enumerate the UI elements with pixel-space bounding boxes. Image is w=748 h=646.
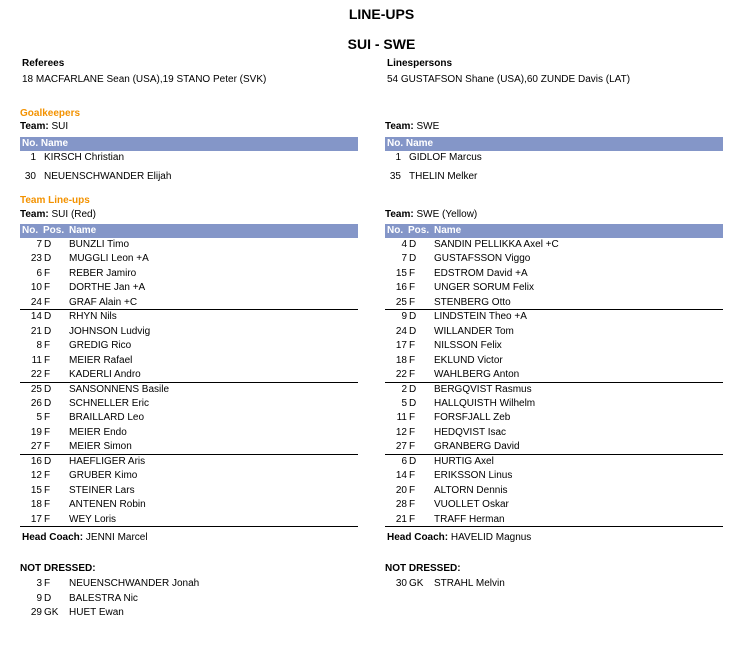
not-dressed-row (385, 577, 723, 591)
player-position: GK (44, 607, 59, 618)
player-name: SCHNELLER Eric (69, 397, 150, 409)
player-row (20, 426, 358, 440)
header-pos: Pos. (43, 225, 65, 236)
header-no: No. (387, 225, 404, 236)
player-name: TRAFF Herman (434, 513, 505, 525)
player-number: 27 (395, 441, 407, 453)
team-name: SUI (51, 121, 69, 132)
player-name: RHYN Nils (69, 311, 117, 323)
player-number: 30 (395, 578, 407, 589)
player-name: GRANBERG David (434, 441, 520, 453)
player-number: 17 (395, 340, 407, 352)
player-name: BUNZLI Timo (69, 239, 130, 250)
gk-team-right (385, 121, 439, 132)
not-dressed-row (20, 606, 358, 620)
player-name: BRAILLARD Leo (69, 412, 145, 424)
player-number: 24 (30, 296, 42, 308)
head-coach-right (387, 532, 531, 543)
player-row (385, 383, 723, 397)
player-number: 25 (395, 296, 407, 308)
team-name: SWE (416, 121, 440, 132)
player-number: 28 (395, 499, 407, 511)
player-row (20, 368, 358, 382)
gk-number: 1 (395, 152, 401, 163)
gk-number: 1 (30, 152, 36, 163)
linespersons-label: Linespersons (387, 58, 453, 69)
player-number: 18 (395, 354, 407, 366)
gk-team-left (20, 121, 68, 132)
head-coach-left (22, 532, 148, 543)
player-name: GRAF Alain +C (69, 296, 138, 308)
player-row (385, 368, 723, 382)
player-position: F (409, 426, 416, 438)
header-no: No. (22, 225, 39, 236)
player-name: HUET Ewan (69, 607, 124, 618)
player-name: MEIER Rafael (69, 354, 133, 366)
player-position: F (44, 441, 51, 453)
player-name: STRAHL Melvin (434, 578, 505, 589)
player-number: 23 (30, 253, 42, 265)
player-row (385, 267, 723, 281)
player-position: GK (409, 578, 424, 589)
player-name: ERIKSSON Linus (434, 470, 513, 482)
team-label: Team: (385, 209, 414, 220)
player-name: MUGGLI Leon +A (69, 253, 149, 265)
player-row (20, 484, 358, 498)
player-name: FORSFJALL Zeb (434, 412, 511, 424)
player-name: VUOLLET Oskar (434, 499, 509, 511)
player-position: D (409, 383, 417, 395)
player-position: F (409, 441, 416, 453)
player-number: 5 (36, 412, 42, 424)
player-position: F (44, 369, 51, 381)
player-row (20, 498, 358, 512)
player-number: 24 (395, 325, 407, 337)
player-name: ANTENEN Robin (69, 499, 146, 511)
player-position: F (44, 354, 51, 366)
player-position: F (409, 282, 416, 294)
team-name: SWE (Yellow) (416, 209, 478, 220)
player-row (20, 281, 358, 295)
player-position: F (44, 578, 51, 589)
player-name: GUSTAFSSON Viggo (434, 253, 531, 265)
player-number: 16 (30, 455, 42, 467)
player-name: GRUBER Kimo (69, 470, 138, 482)
referees-label: Referees (22, 58, 65, 69)
player-name: SANDIN PELLIKKA Axel +C (434, 239, 559, 250)
team-label: Team: (20, 121, 49, 132)
player-number: 22 (395, 369, 407, 381)
player-name: HEDQVIST Isac (434, 426, 507, 438)
player-row (20, 296, 358, 310)
player-number: 9 (401, 311, 407, 323)
team-label: Team: (20, 209, 49, 220)
not-dressed-row (20, 592, 358, 606)
player-row (385, 339, 723, 353)
player-name: DORTHE Jan +A (69, 282, 146, 294)
player-number: 25 (30, 383, 42, 395)
player-number: 20 (395, 484, 407, 496)
player-row (20, 440, 358, 454)
gk-header-right (385, 137, 723, 151)
lineup-team-right (385, 209, 477, 220)
player-number: 2 (401, 383, 407, 395)
goalkeepers-title: Goalkeepers (20, 108, 81, 119)
header-pos: Pos. (408, 225, 430, 236)
player-number: 9 (36, 592, 42, 604)
player-position: F (44, 267, 51, 279)
lineup-team-left (20, 209, 96, 220)
player-position: F (44, 412, 51, 424)
player-position: D (409, 253, 417, 265)
player-row (20, 310, 358, 324)
player-position: F (409, 296, 416, 308)
player-number: 21 (395, 513, 407, 525)
head-coach-label: Head Coach: (22, 532, 84, 543)
player-number: 6 (36, 267, 42, 279)
player-row (20, 325, 358, 339)
player-position: D (409, 239, 417, 250)
player-position: D (44, 592, 52, 604)
player-row (20, 455, 358, 469)
player-position: F (409, 513, 416, 525)
player-row (385, 513, 723, 527)
player-row (385, 440, 723, 454)
player-name: SANSONNENS Basile (69, 383, 170, 395)
gk-name: NEUENSCHWANDER Elijah (44, 171, 172, 182)
player-position: D (44, 455, 52, 467)
player-name: LINDSTEIN Theo +A (434, 311, 527, 323)
player-name: JOHNSON Ludvig (69, 325, 151, 337)
player-number: 8 (36, 340, 42, 352)
player-name: STEINER Lars (69, 484, 135, 496)
line-separator (20, 526, 358, 527)
player-row (20, 469, 358, 483)
player-position: F (409, 484, 416, 496)
player-number: 22 (30, 369, 42, 381)
line-separator (385, 526, 723, 527)
player-row (20, 513, 358, 527)
page-title: LINE-UPS (348, 6, 415, 22)
gk-header-text: No. Name (387, 138, 434, 149)
player-position: F (44, 340, 51, 352)
player-row (385, 455, 723, 469)
player-row (385, 296, 723, 310)
player-number: 26 (30, 397, 42, 409)
player-position: D (409, 397, 417, 409)
player-number: 6 (401, 455, 407, 467)
player-position: D (44, 239, 52, 250)
player-name: BALESTRA Nic (69, 592, 138, 604)
not-dressed-row (20, 577, 358, 591)
player-name: HALLQUISTH Wilhelm (434, 397, 536, 409)
player-number: 16 (395, 282, 407, 294)
referees-value: 18 MACFARLANE Sean (USA),19 STANO Peter (SVK) (22, 74, 267, 85)
player-name: HURTIG Axel (434, 455, 494, 467)
player-position: F (44, 282, 51, 294)
player-number: 14 (30, 311, 42, 323)
player-position: F (44, 296, 51, 308)
player-name: BERGQVIST Rasmus (434, 383, 532, 395)
player-name: WILLANDER Tom (434, 325, 514, 337)
gk-name: THELIN Melker (409, 171, 478, 182)
gk-header-left (20, 137, 358, 151)
player-number: 12 (30, 470, 42, 482)
player-name: ALTORN Dennis (434, 484, 508, 496)
player-position: F (44, 484, 51, 496)
team-name: SUI (Red) (51, 209, 96, 220)
player-name: NEUENSCHWANDER Jonah (69, 578, 200, 589)
player-row (20, 397, 358, 411)
lineup-header-right (385, 224, 723, 238)
player-position: D (44, 383, 52, 395)
lineup-header-left (20, 224, 358, 238)
player-row (20, 354, 358, 368)
player-number: 29 (30, 607, 42, 618)
head-coach-name: JENNI Marcel (85, 532, 148, 543)
player-number: 15 (30, 484, 42, 496)
player-name: HAEFLIGER Aris (69, 455, 146, 467)
player-number: 7 (401, 253, 407, 265)
player-position: F (409, 354, 416, 366)
player-number: 7 (36, 239, 42, 250)
player-name: WAHLBERG Anton (434, 369, 520, 381)
player-row (385, 310, 723, 324)
player-row (385, 498, 723, 512)
player-position: F (44, 513, 51, 525)
player-name: MEIER Endo (69, 426, 127, 438)
player-number: 11 (396, 412, 407, 424)
player-position: F (409, 499, 416, 511)
player-name: GREDIG Rico (69, 340, 132, 352)
player-row (385, 238, 723, 252)
player-position: F (44, 426, 51, 438)
player-number: 17 (30, 513, 42, 525)
player-position: F (409, 369, 416, 381)
player-row (385, 397, 723, 411)
not-dressed-label-left: NOT DRESSED: (20, 563, 96, 574)
gk-name: GIDLOF Marcus (409, 152, 482, 163)
player-name: EDSTROM David +A (434, 267, 528, 279)
header-name: Name (434, 225, 462, 236)
team-label: Team: (385, 121, 414, 132)
player-position: F (409, 470, 416, 482)
player-position: D (409, 311, 417, 323)
player-name: NILSSON Felix (434, 340, 502, 352)
player-number: 11 (31, 354, 42, 366)
header-name: Name (69, 225, 97, 236)
player-row (385, 325, 723, 339)
player-position: D (44, 311, 52, 323)
player-row (385, 469, 723, 483)
player-name: REBER Jamiro (69, 267, 137, 279)
player-number: 15 (395, 267, 407, 279)
player-number: 3 (36, 578, 42, 589)
player-row (20, 238, 358, 252)
player-name: MEIER Simon (69, 441, 132, 453)
player-position: F (409, 412, 416, 424)
player-number: 14 (395, 470, 407, 482)
player-row (20, 411, 358, 425)
player-row (385, 354, 723, 368)
player-number: 21 (30, 325, 42, 337)
player-number: 10 (30, 282, 42, 294)
player-row (385, 281, 723, 295)
player-row (20, 252, 358, 266)
player-position: F (44, 470, 51, 482)
player-position: F (44, 499, 51, 511)
gk-number: 35 (389, 171, 401, 182)
player-row (20, 383, 358, 397)
player-position: D (44, 253, 52, 265)
gk-name: KIRSCH Christian (44, 152, 125, 163)
head-coach-name: HAVELID Magnus (450, 532, 532, 543)
head-coach-label: Head Coach: (387, 532, 449, 543)
player-row (385, 252, 723, 266)
player-number: 19 (30, 426, 42, 438)
player-row (20, 339, 358, 353)
gk-number: 30 (24, 171, 36, 182)
player-number: 27 (30, 441, 42, 453)
player-number: 4 (401, 239, 407, 250)
lineups-title: Team Line-ups (20, 195, 90, 206)
match-title: SUI - SWE (347, 36, 416, 52)
player-row (385, 411, 723, 425)
player-position: D (44, 325, 52, 337)
player-number: 12 (395, 426, 407, 438)
not-dressed-label-right: NOT DRESSED: (385, 563, 461, 574)
player-row (385, 426, 723, 440)
linespersons-value: 54 GUSTAFSON Shane (USA),60 ZUNDE Davis (LAT) (387, 74, 631, 85)
player-row (385, 484, 723, 498)
player-name: KADERLI Andro (69, 369, 141, 381)
player-number: 18 (30, 499, 42, 511)
player-name: STENBERG Otto (434, 296, 511, 308)
player-position: F (409, 340, 416, 352)
player-position: D (409, 455, 417, 467)
player-row (20, 267, 358, 281)
player-position: F (409, 267, 416, 279)
player-position: D (409, 325, 417, 337)
player-position: D (44, 397, 52, 409)
player-number: 5 (401, 397, 407, 409)
player-name: WEY Loris (69, 513, 117, 525)
gk-header-text: No. Name (22, 138, 69, 149)
player-name: EKLUND Victor (434, 354, 503, 366)
player-name: UNGER SORUM Felix (434, 282, 535, 294)
